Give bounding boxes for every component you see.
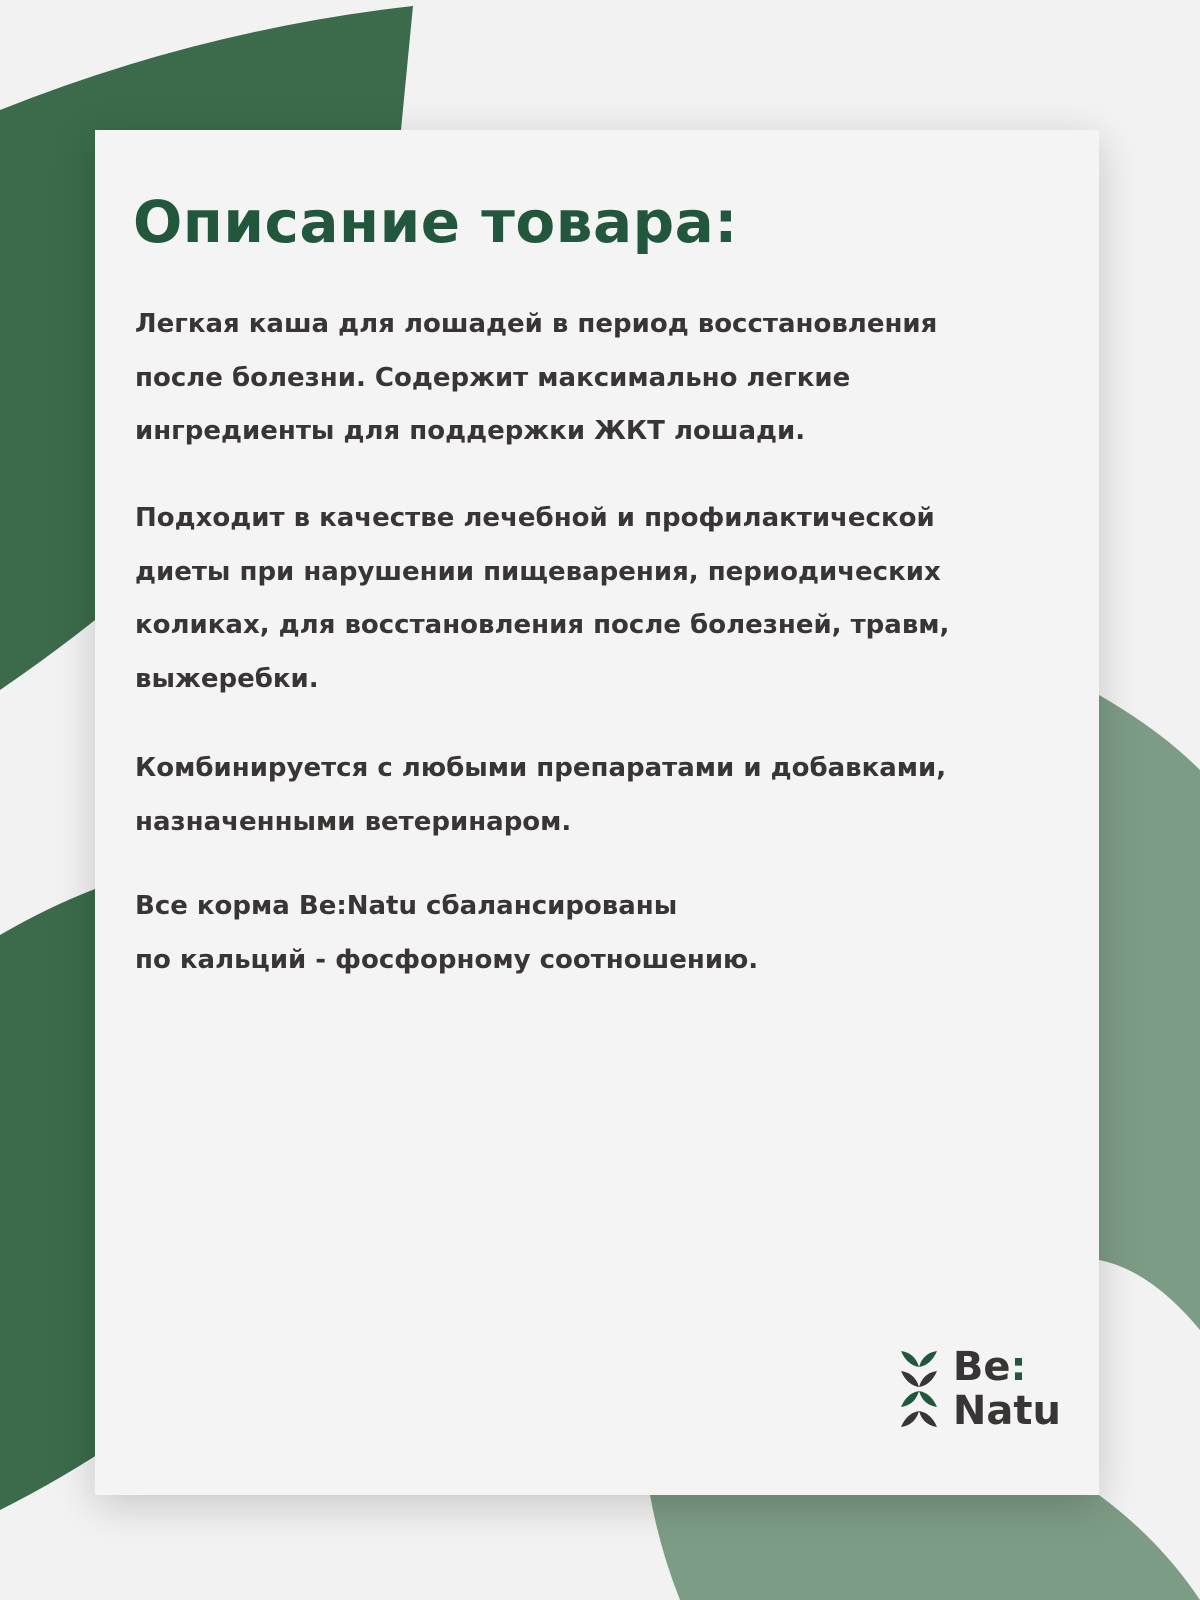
- description-card: [95, 130, 1099, 1495]
- logo-natu: Natu: [952, 1388, 1061, 1434]
- bottom-light-green-shape: [650, 1495, 1200, 1600]
- paragraph-balance: Все корма Be:Natu сбалансированы по кальций - фосфорному соотношению.: [135, 891, 759, 975]
- logo-text: [953, 1345, 1061, 1433]
- page-title: Описание товара:: [133, 188, 738, 256]
- logo-be: Be: [952, 1344, 1011, 1390]
- right-light-green-shape: [1099, 695, 1200, 1330]
- paragraph-indications: Подходит в качестве лечебной и профилактической диеты при нарушении пищеварения, периодических коликах, для восстановления после болезней, травм, выжеребки.: [135, 503, 950, 694]
- brand-logo: [899, 1345, 1061, 1433]
- logo-colon: :: [1010, 1344, 1027, 1390]
- paragraph-combination: Комбинируется с любыми препаратами и добавками, назначенными ветеринаром.: [135, 753, 947, 837]
- leaf-icon: [899, 1349, 939, 1429]
- paragraph-purpose: Легкая каша для лошадей в период восстановления после болезни. Содержит максимально легкие ингредиенты для поддержки ЖКТ лошади.: [135, 309, 938, 446]
